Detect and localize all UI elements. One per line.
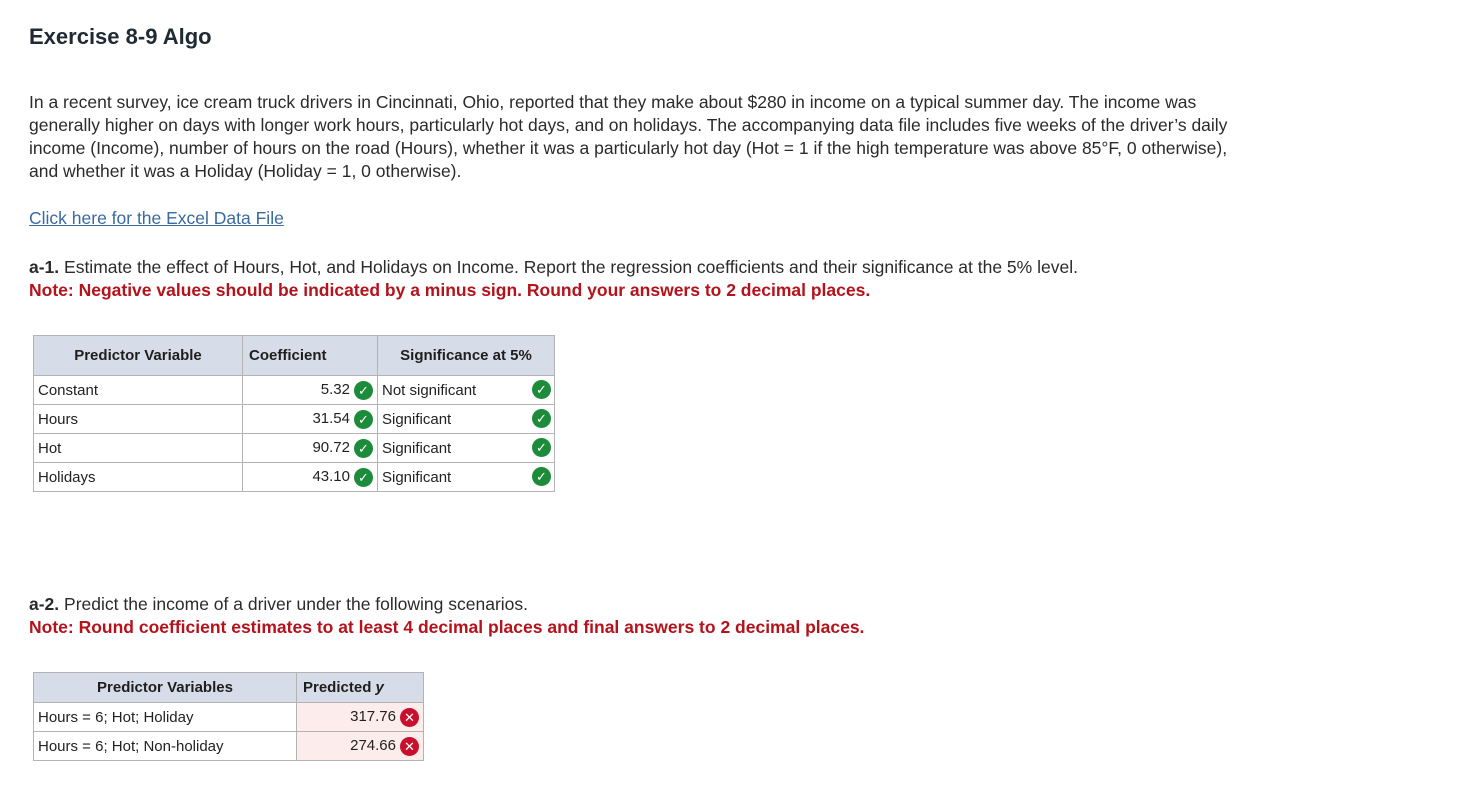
question-a2	[29, 593, 864, 639]
header-predicted-label: Predicted	[303, 679, 376, 696]
question-a1	[29, 256, 1078, 302]
x-circle-icon: ✕	[400, 737, 419, 756]
coefficient-input[interactable]	[243, 463, 378, 492]
check-circle-icon: ✓	[532, 438, 551, 457]
question-a1-text: Estimate the effect of Hours, Hot, and Holidays on Income. Report the regression coefficients and their significance at the 5% level.	[59, 257, 1078, 277]
header-predicted-y	[297, 673, 424, 703]
cell-variable: Constant	[34, 376, 243, 405]
predicted-input[interactable]	[297, 703, 424, 732]
significance-select[interactable]	[378, 405, 555, 434]
table-header-row	[34, 336, 555, 376]
header-coefficient: Coefficient	[243, 336, 378, 376]
check-circle-icon: ✓	[532, 467, 551, 486]
significance-value: Significant	[382, 439, 452, 457]
cell-scenario: Hours = 6; Hot; Non-holiday	[34, 732, 297, 761]
table-row	[34, 463, 555, 492]
significance-value: Significant	[382, 468, 452, 486]
coefficient-input[interactable]	[243, 405, 378, 434]
table-header-row	[34, 673, 424, 703]
check-circle-icon: ✓	[354, 381, 373, 400]
question-a1-note: Note: Negative values should be indicated by a minus sign. Round your answers to 2 decimal places.	[29, 280, 871, 300]
header-predictor-variable: Predictor Variable	[34, 336, 243, 376]
intro-text: In a recent survey, ice cream truck drivers in Cincinnati, Ohio, reported that they make about $280 in income on a typical summer day. The income was generally higher on days with longer work hours, particularly hot days, and on holidays. The accompanying data file includes five weeks of the driver’s daily income (Income), number of hours on the road (Hours), whether it was a particularly hot day (Hot = 1 if the high temperature was above 85°F, 0 otherwise), and whether it was a Holiday (Holiday = 1, 0 otherwise).	[29, 92, 1228, 181]
table-row	[34, 405, 555, 434]
question-a2-label: a-2.	[29, 594, 60, 614]
page-title: Exercise 8-9 Algo	[29, 24, 212, 49]
cell-variable: Hours	[34, 405, 243, 434]
coefficient-value: 90.72	[312, 438, 350, 456]
header-significance: Significance at 5%	[378, 336, 555, 376]
predicted-input[interactable]	[297, 732, 424, 761]
significance-select[interactable]	[378, 376, 555, 405]
predicted-value: 317.76	[350, 707, 396, 725]
check-circle-icon: ✓	[354, 468, 373, 487]
header-predictor-variables: Predictor Variables	[34, 673, 297, 703]
significance-select[interactable]	[378, 463, 555, 492]
header-predicted-y-symbol: y	[375, 679, 384, 696]
significance-value: Not significant	[382, 381, 477, 399]
cell-variable: Hot	[34, 434, 243, 463]
problem-intro	[29, 91, 1229, 183]
question-a2-text: Predict the income of a driver under the following scenarios.	[59, 594, 529, 614]
coefficient-value: 31.54	[312, 409, 350, 427]
table-row	[34, 732, 424, 761]
x-circle-icon: ✕	[400, 708, 419, 727]
coefficient-value: 5.32	[320, 380, 350, 398]
question-a1-label: a-1.	[29, 257, 60, 277]
check-circle-icon: ✓	[532, 409, 551, 428]
significance-value: Significant	[382, 410, 452, 428]
table-row	[34, 434, 555, 463]
question-a2-note: Note: Round coefficient estimates to at least 4 decimal places and final answers to 2 decimal places.	[29, 617, 865, 637]
coefficient-input[interactable]	[243, 376, 378, 405]
check-circle-icon: ✓	[532, 380, 551, 399]
coefficient-input[interactable]	[243, 434, 378, 463]
coefficient-value: 43.10	[312, 467, 350, 485]
table-row	[34, 376, 555, 405]
excel-data-file-link[interactable]: Click here for the Excel Data File	[29, 208, 284, 228]
predicted-value: 274.66	[350, 736, 396, 754]
cell-scenario: Hours = 6; Hot; Holiday	[34, 703, 297, 732]
cell-variable: Holidays	[34, 463, 243, 492]
table-row	[34, 703, 424, 732]
check-circle-icon: ✓	[354, 410, 373, 429]
prediction-table	[33, 672, 424, 761]
check-circle-icon: ✓	[354, 439, 373, 458]
significance-select[interactable]	[378, 434, 555, 463]
regression-table	[33, 335, 555, 492]
